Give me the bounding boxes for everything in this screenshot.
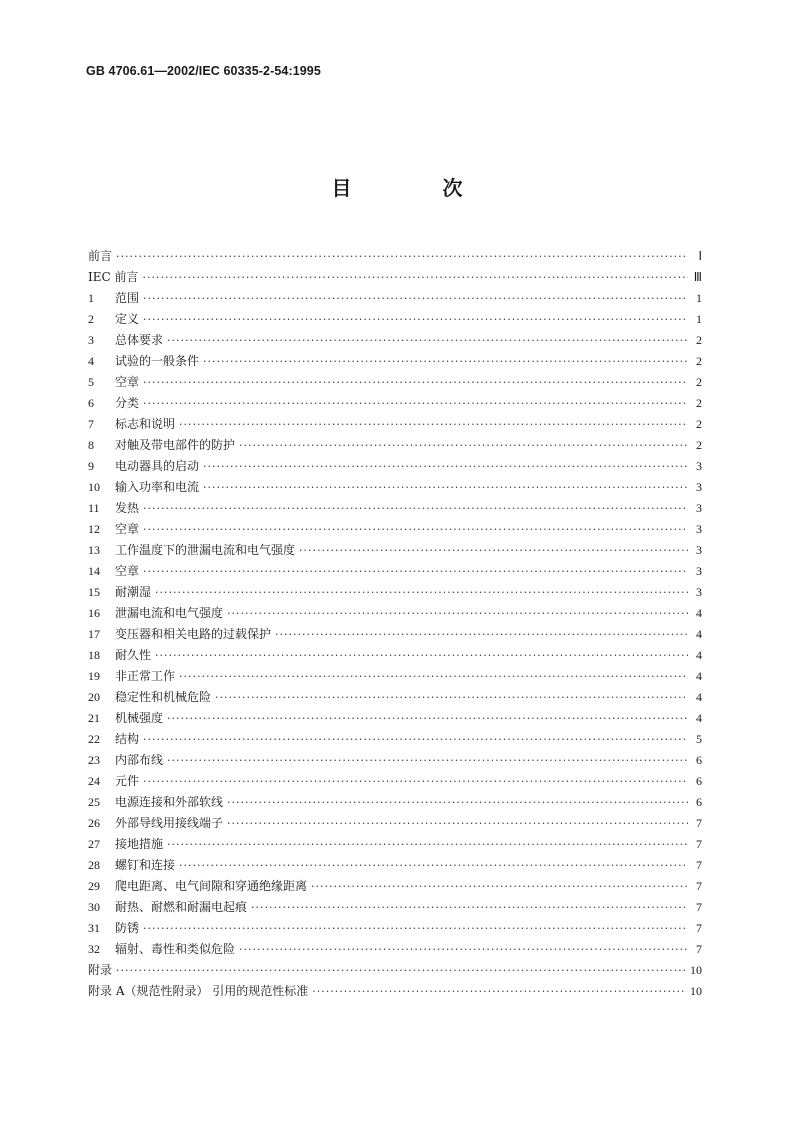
toc-entry bbox=[88, 645, 702, 666]
toc-entry-title: 范围 bbox=[115, 291, 140, 305]
standard-number-header: GB 4706.61—2002/IEC 60335-2-54:1995 bbox=[86, 64, 321, 78]
toc-entry-title: 爬电距离、电气间隙和穿通绝缘距离 bbox=[115, 879, 308, 893]
toc-dot-leader bbox=[116, 246, 688, 267]
toc-dot-leader bbox=[227, 603, 688, 624]
toc-entry-page: 10 bbox=[690, 963, 702, 977]
toc-entry-page: 5 bbox=[696, 732, 702, 746]
toc-entry bbox=[88, 708, 702, 729]
toc-entry-title: 前言 bbox=[88, 249, 113, 263]
toc-entry-page: 2 bbox=[696, 333, 702, 347]
toc-entry bbox=[88, 897, 702, 918]
toc-entry-number: 8 bbox=[88, 438, 94, 452]
toc-entry-number: 12 bbox=[88, 522, 100, 536]
toc-entry bbox=[88, 414, 702, 435]
toc-dot-leader bbox=[155, 645, 688, 666]
toc-entry-number: 25 bbox=[88, 795, 100, 809]
toc-entry-title: 辐射、毒性和类似危险 bbox=[115, 942, 236, 956]
toc-dot-leader bbox=[203, 351, 688, 372]
toc-dot-leader bbox=[155, 582, 688, 603]
toc-entry-title: 螺钉和连接 bbox=[115, 858, 176, 872]
toc-entry-title: 附录 bbox=[88, 963, 113, 977]
toc-entry-title: 对触及带电部件的防护 bbox=[115, 438, 236, 452]
toc-entry bbox=[88, 246, 702, 267]
toc-entry-page: 3 bbox=[696, 564, 702, 578]
toc-entry-number: 16 bbox=[88, 606, 100, 620]
toc-dot-leader bbox=[143, 729, 688, 750]
toc-entry-title: 耐久性 bbox=[115, 648, 152, 662]
toc-entry-number: 4 bbox=[88, 354, 94, 368]
toc-dot-leader bbox=[143, 498, 688, 519]
toc-entry-title: 泄漏电流和电气强度 bbox=[115, 606, 224, 620]
toc-entry-number: 31 bbox=[88, 921, 100, 935]
toc-entry-page: 7 bbox=[696, 879, 702, 893]
toc-entry-page: 4 bbox=[696, 690, 702, 704]
toc-entry-page: 3 bbox=[696, 459, 702, 473]
toc-dot-leader bbox=[143, 393, 688, 414]
toc-entry-number: 2 bbox=[88, 312, 94, 326]
toc-entry-title: 总体要求 bbox=[115, 333, 164, 347]
toc-entry bbox=[88, 330, 702, 351]
toc-entry-number: 20 bbox=[88, 690, 100, 704]
toc-dot-leader bbox=[239, 939, 688, 960]
toc-entry-page: 2 bbox=[696, 354, 702, 368]
toc-dot-leader bbox=[143, 561, 688, 582]
toc-entry bbox=[88, 624, 702, 645]
toc-entry bbox=[88, 372, 702, 393]
toc-entry-title: 附录 A（规范性附录） 引用的规范性标准 bbox=[88, 984, 309, 998]
toc-entry-title: 变压器和相关电路的过载保护 bbox=[115, 627, 272, 641]
toc-entry bbox=[88, 477, 702, 498]
toc-entry-title: 发热 bbox=[115, 501, 140, 515]
toc-entry-title: 标志和说明 bbox=[115, 417, 176, 431]
toc-entry-title: 定义 bbox=[115, 312, 140, 326]
toc-entry-page: 4 bbox=[696, 606, 702, 620]
toc-entry bbox=[88, 456, 702, 477]
toc-entry-title: IEC 前言 bbox=[88, 270, 139, 284]
toc-entry-page: 3 bbox=[696, 480, 702, 494]
toc-dot-leader bbox=[179, 855, 688, 876]
toc-entry-title: 电动器具的启动 bbox=[115, 459, 200, 473]
toc-dot-leader bbox=[167, 330, 688, 351]
toc-entry-title: 电源连接和外部软线 bbox=[115, 795, 224, 809]
toc-entry-number: 26 bbox=[88, 816, 100, 830]
toc-entry bbox=[88, 876, 702, 897]
toc-entry-title: 结构 bbox=[115, 732, 140, 746]
toc-entry-page: 3 bbox=[696, 522, 702, 536]
toc-dot-leader bbox=[251, 897, 688, 918]
toc-entry-page: 2 bbox=[696, 375, 702, 389]
toc-entry-page: 10 bbox=[690, 984, 702, 998]
toc-entry-number: 11 bbox=[88, 501, 100, 515]
toc-entry-page: 3 bbox=[696, 585, 702, 599]
toc-entry-page: 4 bbox=[696, 648, 702, 662]
toc-entry-page: 7 bbox=[696, 816, 702, 830]
toc-entry-title: 接地措施 bbox=[115, 837, 164, 851]
toc-entry-number: 17 bbox=[88, 627, 100, 641]
toc-entry bbox=[88, 519, 702, 540]
toc-entry-title: 元件 bbox=[115, 774, 140, 788]
toc-entry-page: 4 bbox=[696, 627, 702, 641]
toc-entry-number: 3 bbox=[88, 333, 94, 347]
toc-entry-number: 19 bbox=[88, 669, 100, 683]
toc-entry-page: 6 bbox=[696, 774, 702, 788]
toc-entry-number: 1 bbox=[88, 291, 94, 305]
toc-entry-title: 试验的一般条件 bbox=[115, 354, 200, 368]
toc-entry-number: 9 bbox=[88, 459, 94, 473]
toc-entry bbox=[88, 540, 702, 561]
toc-entry bbox=[88, 666, 702, 687]
toc-entry-page: Ⅲ bbox=[693, 270, 702, 284]
toc-entry-page: 2 bbox=[696, 438, 702, 452]
toc-entry bbox=[88, 309, 702, 330]
toc-entry-number: 18 bbox=[88, 648, 100, 662]
toc-dot-leader bbox=[215, 687, 688, 708]
toc-entry-page: 6 bbox=[696, 795, 702, 809]
toc-entry-number: 15 bbox=[88, 585, 100, 599]
toc-entry bbox=[88, 729, 702, 750]
toc-entry-title: 稳定性和机械危险 bbox=[115, 690, 212, 704]
toc-entry-page: 6 bbox=[696, 753, 702, 767]
toc-entry-page: 3 bbox=[696, 543, 702, 557]
toc-dot-leader bbox=[203, 456, 688, 477]
toc-dot-leader bbox=[143, 918, 688, 939]
toc-entry bbox=[88, 813, 702, 834]
toc-entry-number: 14 bbox=[88, 564, 100, 578]
toc-dot-leader bbox=[167, 834, 688, 855]
toc-entry bbox=[88, 435, 702, 456]
toc-entry-number: 29 bbox=[88, 879, 100, 893]
toc-entry-number: 10 bbox=[88, 480, 100, 494]
toc-dot-leader bbox=[143, 288, 688, 309]
toc-entry-page: 7 bbox=[696, 837, 702, 851]
toc-entry bbox=[88, 582, 702, 603]
page-title: 目 次 bbox=[331, 176, 505, 200]
toc-dot-leader bbox=[239, 435, 688, 456]
toc-dot-leader bbox=[275, 624, 688, 645]
toc-entry-title: 机械强度 bbox=[115, 711, 164, 725]
toc-entry-number: 28 bbox=[88, 858, 100, 872]
toc-entry-page: 4 bbox=[696, 711, 702, 725]
toc-dot-leader bbox=[203, 477, 688, 498]
toc-entry-number: 30 bbox=[88, 900, 100, 914]
toc-entry bbox=[88, 771, 702, 792]
toc-entry bbox=[88, 981, 702, 1002]
toc-entry bbox=[88, 792, 702, 813]
toc-entry-number: 22 bbox=[88, 732, 100, 746]
toc-entry-page: Ⅰ bbox=[698, 249, 702, 263]
toc-dot-leader bbox=[312, 981, 686, 1002]
toc-entry-page: 7 bbox=[696, 858, 702, 872]
toc-entry-title: 分类 bbox=[115, 396, 140, 410]
toc-dot-leader bbox=[227, 792, 688, 813]
toc-dot-leader bbox=[143, 771, 688, 792]
toc-entry-number: 5 bbox=[88, 375, 94, 389]
toc-entry-title: 防锈 bbox=[115, 921, 140, 935]
toc-entry bbox=[88, 939, 702, 960]
toc-entry-number: 27 bbox=[88, 837, 100, 851]
toc-entry-page: 7 bbox=[696, 942, 702, 956]
toc-entry bbox=[88, 267, 702, 288]
toc-entry-page: 2 bbox=[696, 417, 702, 431]
toc-entry-page: 7 bbox=[696, 900, 702, 914]
toc-entry-title: 空章 bbox=[115, 375, 140, 389]
toc-entry-title: 空章 bbox=[115, 564, 140, 578]
toc-entry bbox=[88, 603, 702, 624]
toc-entry-title: 输入功率和电流 bbox=[115, 480, 200, 494]
toc-entry bbox=[88, 960, 702, 981]
toc-entry-title: 非正常工作 bbox=[115, 669, 176, 683]
toc-entry-page: 1 bbox=[696, 312, 702, 326]
toc-entry-title: 耐潮湿 bbox=[115, 585, 152, 599]
toc-dot-leader bbox=[143, 267, 689, 288]
toc-entry bbox=[88, 288, 702, 309]
toc-dot-leader bbox=[116, 960, 686, 981]
toc-dot-leader bbox=[299, 540, 688, 561]
toc-dot-leader bbox=[179, 666, 688, 687]
toc-entry bbox=[88, 750, 702, 771]
toc-entry-number: 7 bbox=[88, 417, 94, 431]
toc-entry-title: 内部布线 bbox=[115, 753, 164, 767]
toc-dot-leader bbox=[227, 813, 688, 834]
toc-entry-page: 3 bbox=[696, 501, 702, 515]
toc-entry-title: 工作温度下的泄漏电流和电气强度 bbox=[115, 543, 296, 557]
toc-entry-number: 23 bbox=[88, 753, 100, 767]
toc-dot-leader bbox=[167, 708, 688, 729]
toc-entry-number: 6 bbox=[88, 396, 94, 410]
toc-entry-title: 空章 bbox=[115, 522, 140, 536]
toc-dot-leader bbox=[167, 750, 688, 771]
toc-dot-leader bbox=[143, 519, 688, 540]
toc-entry bbox=[88, 834, 702, 855]
toc-entry bbox=[88, 855, 702, 876]
toc-entry-title: 外部导线用接线端子 bbox=[115, 816, 224, 830]
toc-entry bbox=[88, 351, 702, 372]
toc-entry-number: 32 bbox=[88, 942, 100, 956]
toc-entry-page: 1 bbox=[696, 291, 702, 305]
toc-entry bbox=[88, 918, 702, 939]
toc-entry bbox=[88, 561, 702, 582]
toc-entry-number: 21 bbox=[88, 711, 100, 725]
table-of-contents bbox=[88, 246, 702, 1002]
toc-dot-leader bbox=[311, 876, 688, 897]
toc-entry-page: 7 bbox=[696, 921, 702, 935]
toc-entry-number: 13 bbox=[88, 543, 100, 557]
toc-entry-title: 耐热、耐燃和耐漏电起痕 bbox=[115, 900, 248, 914]
toc-entry-page: 2 bbox=[696, 396, 702, 410]
toc-dot-leader bbox=[143, 372, 688, 393]
toc-entry bbox=[88, 393, 702, 414]
toc-entry-number: 24 bbox=[88, 774, 100, 788]
toc-dot-leader bbox=[143, 309, 688, 330]
toc-entry bbox=[88, 687, 702, 708]
toc-entry-page: 4 bbox=[696, 669, 702, 683]
toc-entry bbox=[88, 498, 702, 519]
toc-dot-leader bbox=[179, 414, 688, 435]
